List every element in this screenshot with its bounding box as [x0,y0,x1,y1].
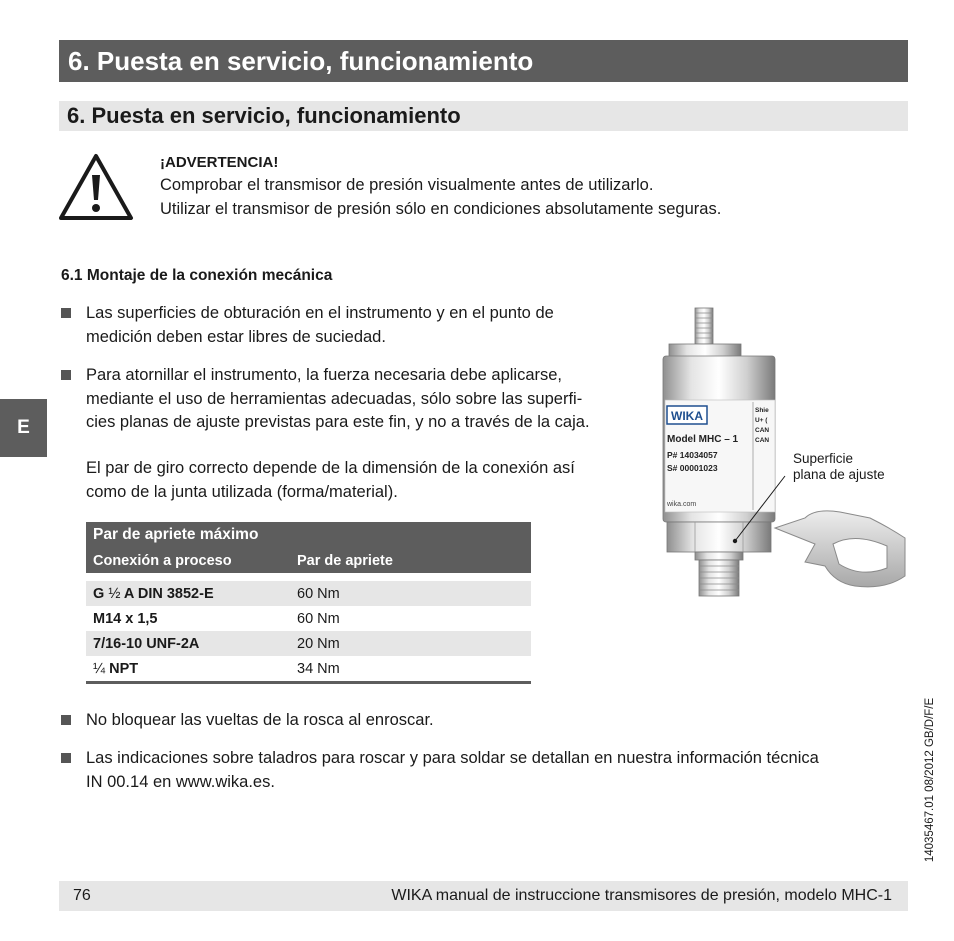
footer-text: WIKA manual de instruccione transmisores de presión, modelo MHC-1 [391,887,892,904]
figure-side-label: CAN [755,427,770,434]
connection-cell: 7/16-10 UNF-2A [86,631,290,656]
torque-note [86,457,575,504]
figure-side-label: Shie [755,407,769,414]
torque-cell: 20 Nm [290,631,531,656]
torque-cell: 34 Nm [290,656,531,683]
page-number: 76 [73,887,91,904]
text-line: IN 00.14 en www.wika.es. [86,772,275,791]
page-main-title: 6. Puesta en servicio, funcionamiento [59,40,908,82]
bullet-marker [61,753,71,763]
torque-cell: 60 Nm [297,610,340,627]
figure-sn: S# 00001023 [667,463,718,473]
bullet-text [86,709,434,733]
connection-cell: M14 x 1,5 [93,610,158,627]
warning-title: ¡ADVERTENCIA! [160,154,279,171]
document-code-text: 14035467.01 08/2012 GB/D/F/E [924,697,936,863]
text-line: plana de ajuste [793,467,885,482]
warning-triangle-icon [58,153,134,221]
connection-cell: G ½ A DIN 3852-E [86,581,290,606]
torque-table-title: Par de apriete máximo [86,522,531,548]
bullet-text [86,302,554,349]
torque-cell: 60 Nm [290,581,531,606]
bullet-text [86,364,590,435]
figure-pn: P# 14034057 [667,450,718,460]
text-line: medición deben estar libres de suciedad. [86,327,386,346]
figure-side-label: CAN [755,437,770,444]
figure-brand: WIKA [671,409,703,423]
text-line: cies planas de ajuste previstas para este fin, y no a través de la caja. [86,413,590,431]
bullet-marker [61,715,71,725]
text-line: No bloquear las vueltas de la rosca al enroscar. [86,711,434,729]
column-header-connection: Conexión a proceso [86,548,290,573]
table-row [86,606,531,631]
figure-side-label: U+ ( [755,417,768,424]
section-title: 6. Puesta en servicio, funcionamiento [59,101,908,131]
warning-line: Comprobar el transmisor de presión visualmente antes de utilizarlo. [160,176,654,194]
table-row [86,581,531,606]
bullet-marker [61,370,71,380]
document-code [920,680,940,880]
subsection-title: 6.1 Montaje de la conexión mecánica [61,267,333,284]
language-tab-label: E [17,417,30,438]
table-row [86,631,531,656]
language-tab [0,399,47,457]
torque-table [86,522,531,684]
table-row [86,656,531,683]
warning-line: Utilizar el transmisor de presión sólo en condiciones absolutamente seguras. [160,200,722,218]
text-line: Para atornillar el instrumento, la fuerza necesaria debe aplicarse, [86,366,563,384]
text-line: Superficie [793,451,854,466]
bullet-text [86,747,819,794]
page-footer [59,881,908,911]
figure-site: wika.com [667,501,697,508]
text-line: como de la junta utilizada (forma/material). [86,482,398,501]
text-line: Las superficies de obturación en el instrumento y en el punto de [86,304,554,322]
text-line: mediante el uso de herramientas adecuadas, sólo sobre las superfi- [86,389,583,408]
text-line: Las indicaciones sobre taladros para roscar y para soldar se detallan en nuestra información técnica [86,749,819,767]
connection-cell: ¼ NPT [86,656,290,683]
figure-callout [793,451,885,483]
bullet-marker [61,308,71,318]
column-header-torque: Par de apriete [290,548,531,573]
text-line: El par de giro correcto depende de la dimensión de la conexión así [86,459,575,477]
figure-model: Model MHC – 1 [667,434,739,445]
